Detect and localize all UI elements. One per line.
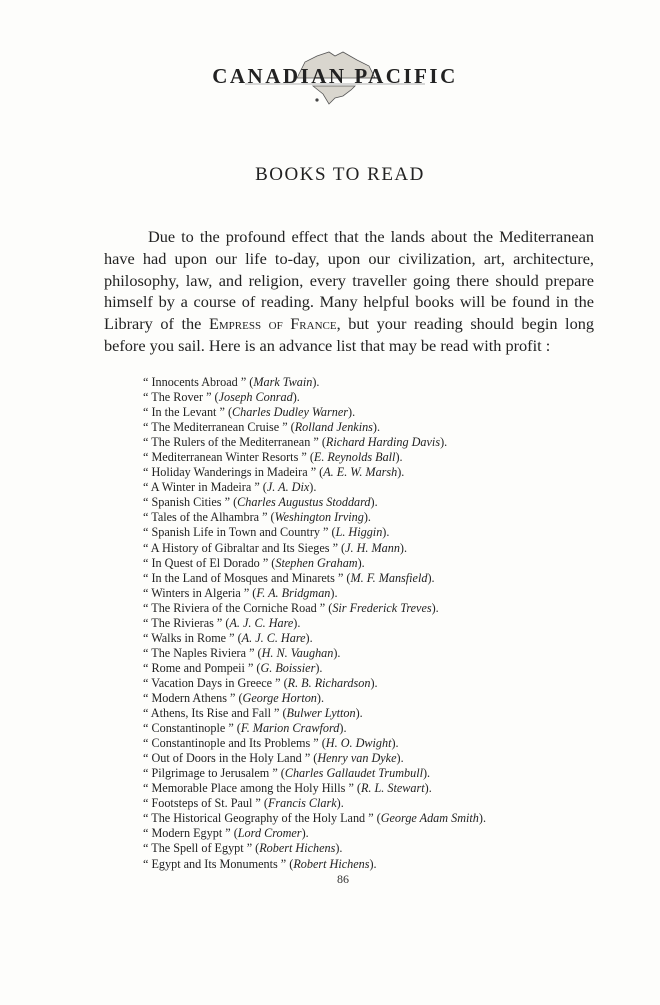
list-item: “ Footsteps of St. Paul ” (Francis Clark). bbox=[143, 796, 344, 811]
book-title: Holiday Wanderings in Madeira bbox=[151, 465, 308, 480]
list-item: “ Spanish Cities ” (Charles Augustus Stoddard). bbox=[143, 495, 378, 510]
book-title: Constantinople bbox=[151, 721, 226, 736]
intro-text-2: , but your reading should begin long before you sail. Here is an advance list that may be read with profit : bbox=[104, 314, 594, 355]
book-title: Pilgrimage to Jerusalem bbox=[151, 766, 270, 781]
list-item: “ Athens, Its Rise and Fall ” (Bulwer Lytton). bbox=[143, 706, 363, 721]
book-author: Charles Dudley Warner bbox=[232, 405, 349, 420]
book-title: Modern Egypt bbox=[151, 826, 223, 841]
book-title: Winters in Algeria bbox=[151, 585, 241, 600]
book-author: R. L. Stewart bbox=[360, 781, 425, 796]
list-item: “ The Rover ” (Joseph Conrad). bbox=[143, 390, 300, 405]
book-title: Athens, Its Rise and Fall bbox=[150, 706, 271, 721]
list-item: “ The Mediterranean Cruise ” (Rolland Jenkins). bbox=[143, 420, 381, 435]
book-author: Joseph Conrad bbox=[218, 390, 293, 405]
book-title: The Spell of Egypt bbox=[151, 841, 244, 856]
book-author: Henry van Dyke bbox=[317, 751, 397, 766]
book-title: The Rulers of the Mediterranean bbox=[151, 435, 311, 450]
book-author: George Adam Smith bbox=[380, 811, 479, 826]
list-item: “ Egypt and Its Monuments ” (Robert Hichens). bbox=[143, 856, 377, 871]
list-item: “ Modern Egypt ” (Lord Cromer). bbox=[143, 826, 309, 841]
list-item: “ Winters in Algeria ” (F. A. Bridgman). bbox=[143, 585, 338, 600]
book-author: Lord Cromer bbox=[237, 826, 302, 841]
book-author: Charles Gallaudet Trumbull bbox=[284, 766, 423, 781]
book-author: Rolland Jenkins bbox=[294, 420, 373, 435]
book-title: Egypt and Its Monuments bbox=[151, 856, 278, 871]
book-author: A. E. W. Marsh bbox=[323, 465, 398, 480]
book-author: Robert Hichens bbox=[293, 856, 370, 871]
list-item: “ The Naples Riviera ” (H. N. Vaughan). bbox=[143, 645, 341, 660]
book-author: R. B. Richardson bbox=[287, 675, 371, 690]
book-author: G. Boissier bbox=[260, 660, 316, 675]
list-item: “ A Winter in Madeira ” (J. A. Dix). bbox=[143, 480, 317, 495]
list-item: “ The Spell of Egypt ” (Robert Hichens). bbox=[143, 841, 343, 856]
list-item: “ The Riviera of the Corniche Road ” (Sir Frederick Treves). bbox=[143, 600, 439, 615]
intro-paragraph bbox=[104, 226, 594, 356]
list-item: “ Innocents Abroad ” (Mark Twain). bbox=[143, 375, 320, 389]
book-title: Spanish Cities bbox=[151, 495, 222, 510]
book-author: Francis Clark bbox=[267, 796, 337, 811]
book-author: F. A. Bridgman bbox=[256, 585, 331, 600]
masthead bbox=[205, 48, 465, 110]
list-item: “ In the Levant ” (Charles Dudley Warner). bbox=[143, 405, 356, 420]
brand-wordmark bbox=[205, 64, 465, 89]
list-item: “ Vacation Days in Greece ” (R. B. Richardson). bbox=[143, 675, 378, 690]
book-title: Spanish Life in Town and Country bbox=[151, 525, 320, 540]
list-item: “ In Quest of El Dorado ” (Stephen Graham). bbox=[143, 555, 365, 570]
list-item: “ Out of Doors in the Holy Land ” (Henry van Dyke). bbox=[143, 751, 404, 766]
book-author: Mark Twain bbox=[253, 375, 313, 389]
book-author: H. N. Vaughan bbox=[261, 645, 334, 660]
book-author: Bulwer Lytton bbox=[286, 706, 356, 721]
book-author: Richard Harding Davis bbox=[325, 435, 441, 450]
book-title: The Rover bbox=[151, 390, 204, 405]
book-author: F. Marion Crawford bbox=[240, 721, 340, 736]
book-author: L. Higgin bbox=[335, 525, 383, 540]
book-title: Mediterranean Winter Resorts bbox=[151, 450, 299, 465]
brand-suffix: PACIFIC bbox=[354, 64, 458, 88]
book-author: A. J. C. Hare bbox=[229, 615, 294, 630]
list-item: “ Pilgrimage to Jerusalem ” (Charles Gallaudet Trumbull). bbox=[143, 766, 431, 781]
book-author: J. A. Dix bbox=[266, 480, 310, 495]
book-title: The Rivieras bbox=[151, 615, 214, 630]
list-item: “ Spanish Life in Town and Country ” (L. Higgin). bbox=[143, 525, 390, 540]
book-author: H. O. Dwight bbox=[325, 736, 392, 751]
book-author: E. Reynolds Ball bbox=[313, 450, 396, 465]
list-item: “ Holiday Wanderings in Madeira ” (A. E. W. Marsh). bbox=[143, 465, 405, 480]
list-item: “ Memorable Place among the Holy Hills ” (R. L. Stewart). bbox=[143, 781, 432, 796]
list-item: “ Modern Athens ” (George Horton). bbox=[143, 690, 324, 705]
list-item: “ A History of Gibraltar and Its Sieges ” (J. H. Mann). bbox=[143, 540, 408, 555]
book-title: Footsteps of St. Paul bbox=[151, 796, 253, 811]
book-title: Constantinople and Its Problems bbox=[151, 736, 311, 751]
list-item: “ Rome and Pompeii ” (G. Boissier). bbox=[143, 660, 323, 675]
book-list bbox=[143, 375, 623, 872]
page-number: 86 bbox=[337, 872, 349, 886]
book-title: Walks in Rome bbox=[151, 630, 227, 645]
page-title: BOOKS TO READ bbox=[255, 164, 425, 185]
book-title: The Historical Geography of the Holy Land bbox=[151, 811, 366, 826]
list-item: “ Constantinople ” (F. Marion Crawford). bbox=[143, 721, 347, 736]
book-author: Charles Augustus Stoddard bbox=[237, 495, 371, 510]
book-title: Tales of the Alhambra bbox=[151, 510, 260, 525]
list-item: “ Constantinople and Its Problems ” (H. O. Dwight). bbox=[143, 736, 399, 751]
list-item: “ Tales of the Alhambra ” (Weshington Irving). bbox=[143, 510, 371, 525]
list-item: “ The Rivieras ” (A. J. C. Hare). bbox=[143, 615, 301, 630]
book-author: Stephen Graham bbox=[275, 555, 358, 570]
book-author: Weshington Irving bbox=[274, 510, 364, 525]
book-title: Memorable Place among the Holy Hills bbox=[151, 781, 346, 796]
brand-prefix: CANADIAN bbox=[212, 64, 347, 88]
list-item: “ In the Land of Mosques and Minarets ” (M. F. Mansfield). bbox=[143, 570, 435, 585]
book-author: A. J. C. Hare bbox=[241, 630, 306, 645]
book-author: Sir Frederick Treves bbox=[332, 600, 432, 615]
list-item: “ The Historical Geography of the Holy Land ” (George Adam Smith). bbox=[143, 811, 486, 826]
book-title: Rome and Pompeii bbox=[151, 660, 245, 675]
book-title: A History of Gibraltar and Its Sieges bbox=[150, 540, 330, 555]
book-title: Vacation Days in Greece bbox=[151, 675, 273, 690]
book-title: Innocents Abroad bbox=[151, 375, 238, 389]
book-author: M. F. Mansfield bbox=[350, 570, 428, 585]
book-title: In Quest of El Dorado bbox=[151, 555, 260, 570]
book-title: A Winter in Madeira bbox=[150, 480, 252, 495]
book-title: The Naples Riviera bbox=[151, 645, 247, 660]
list-item: “ Mediterranean Winter Resorts ” (E. Reynolds Ball). bbox=[143, 450, 403, 465]
intro-text-1: Due to the profound effect that the lands about the Mediterranean have had upon our life to-day, upon our civilization, art, architecture, philosophy, law, and religion, every traveller going there should prepare himself by a course of reading. Many helpful books will be found in the Library of the bbox=[104, 227, 594, 334]
book-author: J. H. Mann bbox=[345, 540, 400, 555]
book-author: Robert Hichens bbox=[259, 841, 336, 856]
book-title: In the Land of Mosques and Minarets bbox=[151, 570, 335, 585]
book-title: In the Levant bbox=[151, 405, 217, 420]
book-title: Out of Doors in the Holy Land bbox=[151, 751, 302, 766]
book-title: The Riviera of the Corniche Road bbox=[151, 600, 317, 615]
list-item: “ The Rulers of the Mediterranean ” (Richard Harding Davis). bbox=[143, 435, 448, 450]
book-author: George Horton bbox=[242, 690, 317, 705]
book-title: The Mediterranean Cruise bbox=[151, 420, 280, 435]
ship-name: Empress of France bbox=[208, 314, 337, 334]
book-title: Modern Athens bbox=[151, 690, 227, 705]
list-item: “ Walks in Rome ” (A. J. C. Hare). bbox=[143, 630, 313, 645]
